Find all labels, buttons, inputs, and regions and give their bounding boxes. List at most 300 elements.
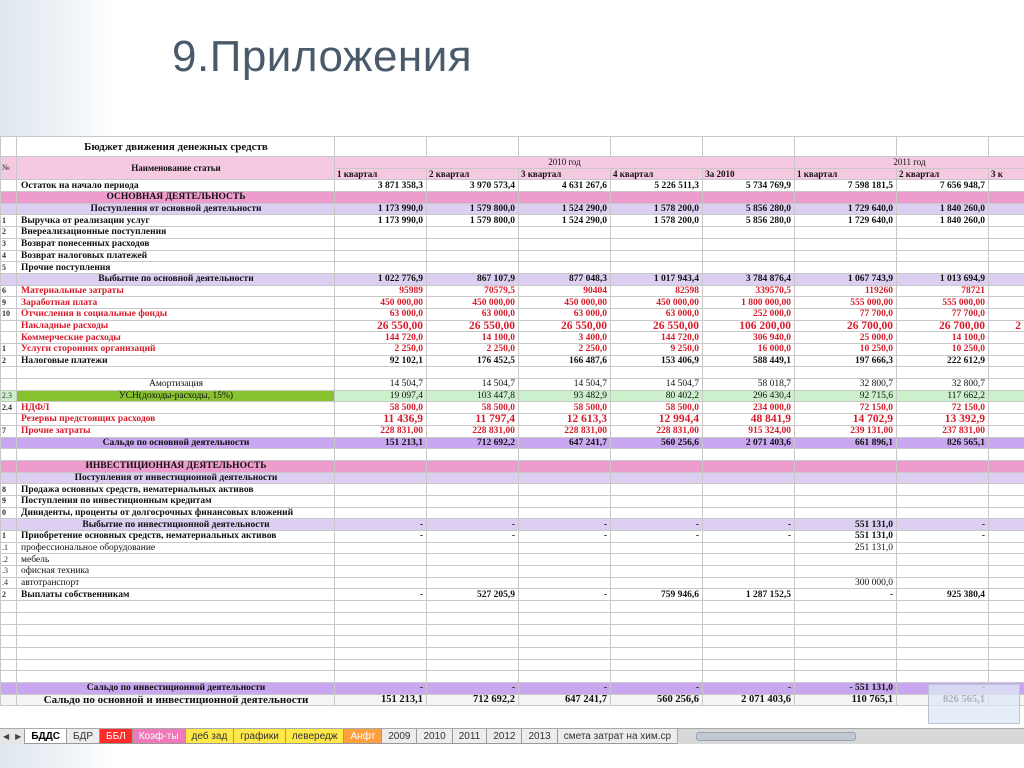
value-cell[interactable]: 300 000,0 xyxy=(795,577,897,589)
value-cell[interactable]: 2 071 403,6 xyxy=(703,437,795,449)
row-label[interactable]: Прочие затраты xyxy=(17,425,335,437)
value-cell[interactable] xyxy=(611,601,703,613)
value-cell[interactable]: 63 000,0 xyxy=(611,308,703,320)
value-cell[interactable] xyxy=(897,636,989,648)
row-label[interactable]: Заработная плата xyxy=(17,297,335,309)
row-number[interactable] xyxy=(1,624,17,636)
value-cell[interactable] xyxy=(989,215,1024,227)
value-cell[interactable]: 560 256,6 xyxy=(611,437,703,449)
value-cell[interactable]: 11 436,9 xyxy=(335,414,427,426)
value-cell[interactable]: - xyxy=(335,682,427,694)
value-cell[interactable] xyxy=(427,449,519,461)
row-number[interactable]: .1 xyxy=(1,542,17,554)
row-number[interactable]: 2 xyxy=(1,355,17,367)
value-cell[interactable] xyxy=(795,449,897,461)
row-label[interactable]: Резервы предстоящих расходов xyxy=(17,414,335,426)
value-cell[interactable] xyxy=(989,542,1024,554)
row-number[interactable]: 1 xyxy=(1,531,17,543)
value-cell[interactable]: 1 729 640,0 xyxy=(795,203,897,215)
row-label[interactable]: УСН(доходы-расходы, 15%) xyxy=(17,390,335,402)
value-cell[interactable] xyxy=(989,659,1024,671)
sheet-title[interactable]: Бюджет движения денежных средств xyxy=(17,137,335,157)
value-cell[interactable]: 82598 xyxy=(611,285,703,297)
value-cell[interactable]: 32 800,7 xyxy=(897,379,989,391)
value-cell[interactable] xyxy=(427,554,519,566)
value-cell[interactable] xyxy=(611,577,703,589)
value-cell[interactable]: 197 666,3 xyxy=(795,355,897,367)
value-cell[interactable] xyxy=(897,612,989,624)
row-number[interactable]: 10 xyxy=(1,308,17,320)
value-cell[interactable] xyxy=(989,262,1024,274)
value-cell[interactable] xyxy=(897,671,989,683)
value-cell[interactable] xyxy=(611,612,703,624)
value-cell[interactable]: 26 550,00 xyxy=(335,320,427,332)
value-cell[interactable]: 1 173 990,0 xyxy=(335,203,427,215)
value-cell[interactable] xyxy=(795,671,897,683)
value-cell[interactable]: - xyxy=(519,682,611,694)
value-cell[interactable]: 1 579 800,0 xyxy=(427,215,519,227)
value-cell[interactable] xyxy=(795,566,897,578)
value-cell[interactable]: 4 631 267,6 xyxy=(519,180,611,192)
row-label[interactable]: ИНВЕСТИЦИОННАЯ ДЕЯТЕЛЬНОСТЬ xyxy=(17,460,335,472)
value-cell[interactable]: 26 550,00 xyxy=(519,320,611,332)
value-cell[interactable]: - xyxy=(519,519,611,531)
value-cell[interactable]: 63 000,0 xyxy=(335,308,427,320)
value-cell[interactable] xyxy=(611,554,703,566)
value-cell[interactable] xyxy=(897,507,989,519)
value-cell[interactable] xyxy=(427,250,519,262)
value-cell[interactable] xyxy=(703,554,795,566)
value-cell[interactable] xyxy=(897,238,989,250)
row-label[interactable]: офисная техника xyxy=(17,566,335,578)
row-label[interactable]: Выручка от реализации услуг xyxy=(17,215,335,227)
row-number[interactable]: 2 xyxy=(1,589,17,601)
row-label[interactable]: Дивиденты, проценты от долгосрочных финансовых вложений xyxy=(17,507,335,519)
value-cell[interactable] xyxy=(795,472,897,484)
value-cell[interactable] xyxy=(897,449,989,461)
value-cell[interactable] xyxy=(795,647,897,659)
sheet-tab[interactable]: Коэф-ты xyxy=(132,729,186,744)
value-cell[interactable] xyxy=(989,203,1024,215)
value-cell[interactable]: - xyxy=(897,519,989,531)
sheet-tab[interactable]: 2009 xyxy=(381,729,417,744)
header-column[interactable]: За 2010 xyxy=(703,168,795,180)
value-cell[interactable] xyxy=(897,566,989,578)
value-cell[interactable] xyxy=(519,647,611,659)
value-cell[interactable] xyxy=(335,542,427,554)
value-cell[interactable] xyxy=(703,647,795,659)
value-cell[interactable] xyxy=(897,659,989,671)
value-cell[interactable] xyxy=(989,472,1024,484)
value-cell[interactable] xyxy=(795,367,897,379)
row-label[interactable]: Материальные затраты xyxy=(17,285,335,297)
value-cell[interactable]: 450 000,00 xyxy=(335,297,427,309)
value-cell[interactable] xyxy=(611,262,703,274)
row-label[interactable]: Внереализационные поступления xyxy=(17,227,335,239)
value-cell[interactable]: 26 550,00 xyxy=(427,320,519,332)
value-cell[interactable] xyxy=(989,332,1024,344)
value-cell[interactable] xyxy=(989,414,1024,426)
value-cell[interactable]: 58 500,0 xyxy=(335,402,427,414)
header-item-name[interactable]: Наименование статьи xyxy=(17,157,335,180)
value-cell[interactable] xyxy=(989,402,1024,414)
value-cell[interactable]: 551 131,0 xyxy=(795,531,897,543)
row-number[interactable] xyxy=(1,180,17,192)
value-cell[interactable] xyxy=(519,554,611,566)
row-number[interactable] xyxy=(1,203,17,215)
value-cell[interactable]: 5 734 769,9 xyxy=(703,180,795,192)
value-cell[interactable] xyxy=(427,601,519,613)
value-cell[interactable]: 339570,5 xyxy=(703,285,795,297)
value-cell[interactable]: 2 071 403,6 xyxy=(703,694,795,706)
value-cell[interactable] xyxy=(611,659,703,671)
value-cell[interactable]: - xyxy=(519,531,611,543)
row-label[interactable]: Накладные расходы xyxy=(17,320,335,332)
value-cell[interactable]: 237 831,00 xyxy=(897,425,989,437)
value-cell[interactable] xyxy=(989,367,1024,379)
value-cell[interactable] xyxy=(427,659,519,671)
row-number[interactable] xyxy=(1,612,17,624)
value-cell[interactable] xyxy=(989,180,1024,192)
value-cell[interactable] xyxy=(611,367,703,379)
header-column[interactable]: 3 к xyxy=(989,168,1024,180)
value-cell[interactable]: 26 700,00 xyxy=(897,320,989,332)
value-cell[interactable] xyxy=(703,624,795,636)
row-number[interactable] xyxy=(1,273,17,285)
row-number[interactable] xyxy=(1,647,17,659)
row-number[interactable]: 4 xyxy=(1,250,17,262)
value-cell[interactable]: 222 612,9 xyxy=(897,355,989,367)
row-number[interactable]: 2 xyxy=(1,227,17,239)
value-cell[interactable]: - xyxy=(703,682,795,694)
row-label[interactable]: Налоговые платежи xyxy=(17,355,335,367)
horizontal-scrollbar[interactable] xyxy=(677,729,1024,744)
value-cell[interactable] xyxy=(335,367,427,379)
value-cell[interactable]: 32 800,7 xyxy=(795,379,897,391)
value-cell[interactable] xyxy=(427,647,519,659)
value-cell[interactable] xyxy=(703,495,795,507)
row-number[interactable] xyxy=(1,332,17,344)
header-number[interactable]: № xyxy=(1,157,17,180)
value-cell[interactable]: 1 017 943,4 xyxy=(611,273,703,285)
value-cell[interactable]: 26 550,00 xyxy=(611,320,703,332)
value-cell[interactable] xyxy=(989,507,1024,519)
header-column[interactable]: 4 квартал xyxy=(611,168,703,180)
sheet-tab[interactable]: 2012 xyxy=(486,729,522,744)
value-cell[interactable] xyxy=(335,192,427,204)
header-year-2010[interactable]: 2010 год xyxy=(335,157,795,169)
value-cell[interactable] xyxy=(703,367,795,379)
value-cell[interactable] xyxy=(989,297,1024,309)
value-cell[interactable] xyxy=(427,238,519,250)
value-cell[interactable]: 14 504,7 xyxy=(427,379,519,391)
value-cell[interactable] xyxy=(989,227,1024,239)
header-column[interactable]: 2 квартал xyxy=(427,168,519,180)
value-cell[interactable] xyxy=(989,355,1024,367)
value-cell[interactable]: 228 831,00 xyxy=(519,425,611,437)
row-number[interactable]: 5 xyxy=(1,262,17,274)
value-cell[interactable] xyxy=(519,472,611,484)
value-cell[interactable]: - xyxy=(611,519,703,531)
value-cell[interactable]: 2 250,0 xyxy=(519,344,611,356)
value-cell[interactable]: 10 250,0 xyxy=(897,344,989,356)
value-cell[interactable] xyxy=(897,250,989,262)
value-cell[interactable]: 90404 xyxy=(519,285,611,297)
value-cell[interactable]: 2 xyxy=(989,320,1024,332)
value-cell[interactable]: 153 406,9 xyxy=(611,355,703,367)
value-cell[interactable]: 14 100,0 xyxy=(427,332,519,344)
row-number[interactable] xyxy=(1,636,17,648)
value-cell[interactable] xyxy=(611,566,703,578)
value-cell[interactable]: 1 013 694,9 xyxy=(897,273,989,285)
value-cell[interactable] xyxy=(335,601,427,613)
value-cell[interactable] xyxy=(335,238,427,250)
value-cell[interactable]: 3 784 876,4 xyxy=(703,273,795,285)
value-cell[interactable] xyxy=(427,472,519,484)
row-number[interactable] xyxy=(1,601,17,613)
value-cell[interactable] xyxy=(703,484,795,496)
value-cell[interactable] xyxy=(795,484,897,496)
value-cell[interactable] xyxy=(703,262,795,274)
value-cell[interactable] xyxy=(703,612,795,624)
row-number[interactable] xyxy=(1,414,17,426)
row-number[interactable] xyxy=(1,659,17,671)
value-cell[interactable] xyxy=(897,577,989,589)
value-cell[interactable]: - 551 131,0 xyxy=(795,682,897,694)
row-label[interactable]: Сальдо по основной и инвестиционной деятельности xyxy=(17,694,335,706)
sheet-tab[interactable]: 2010 xyxy=(416,729,452,744)
row-label[interactable]: Сальдо по основной деятельности xyxy=(17,437,335,449)
value-cell[interactable] xyxy=(335,227,427,239)
value-cell[interactable] xyxy=(335,636,427,648)
value-cell[interactable] xyxy=(611,542,703,554)
value-cell[interactable] xyxy=(519,367,611,379)
value-cell[interactable]: 93 482,9 xyxy=(519,390,611,402)
value-cell[interactable] xyxy=(795,659,897,671)
value-cell[interactable] xyxy=(989,612,1024,624)
value-cell[interactable]: 1 287 152,5 xyxy=(703,589,795,601)
value-cell[interactable]: 63 000,0 xyxy=(427,308,519,320)
value-cell[interactable]: - xyxy=(427,519,519,531)
row-number[interactable]: 1 xyxy=(1,344,17,356)
value-cell[interactable]: - xyxy=(335,589,427,601)
value-cell[interactable] xyxy=(519,460,611,472)
value-cell[interactable] xyxy=(795,192,897,204)
value-cell[interactable] xyxy=(427,542,519,554)
value-cell[interactable] xyxy=(611,647,703,659)
value-cell[interactable] xyxy=(611,495,703,507)
value-cell[interactable] xyxy=(611,671,703,683)
value-cell[interactable] xyxy=(519,250,611,262)
value-cell[interactable] xyxy=(897,227,989,239)
row-label[interactable]: НДФЛ xyxy=(17,402,335,414)
value-cell[interactable]: 867 107,9 xyxy=(427,273,519,285)
value-cell[interactable] xyxy=(795,507,897,519)
value-cell[interactable]: - xyxy=(611,682,703,694)
value-cell[interactable] xyxy=(519,636,611,648)
value-cell[interactable]: 7 598 181,5 xyxy=(795,180,897,192)
value-cell[interactable]: 588 449,1 xyxy=(703,355,795,367)
row-label[interactable] xyxy=(17,612,335,624)
value-cell[interactable] xyxy=(335,612,427,624)
value-cell[interactable]: 92 715,6 xyxy=(795,390,897,402)
value-cell[interactable]: 759 946,6 xyxy=(611,589,703,601)
value-cell[interactable]: 3 400,0 xyxy=(519,332,611,344)
value-cell[interactable]: 176 452,5 xyxy=(427,355,519,367)
value-cell[interactable]: - xyxy=(519,589,611,601)
row-label[interactable]: Приобретение основных средств, нематериальных активов xyxy=(17,531,335,543)
value-cell[interactable] xyxy=(989,238,1024,250)
value-cell[interactable] xyxy=(519,612,611,624)
value-cell[interactable]: 58 500,0 xyxy=(427,402,519,414)
value-cell[interactable] xyxy=(795,262,897,274)
row-number[interactable] xyxy=(1,671,17,683)
value-cell[interactable] xyxy=(795,601,897,613)
value-cell[interactable] xyxy=(703,192,795,204)
value-cell[interactable] xyxy=(427,507,519,519)
value-cell[interactable] xyxy=(519,624,611,636)
value-cell[interactable] xyxy=(897,472,989,484)
row-label[interactable]: Выбытие по инвестиционной деятельности xyxy=(17,519,335,531)
value-cell[interactable] xyxy=(897,460,989,472)
value-cell[interactable] xyxy=(519,238,611,250)
row-label[interactable]: Отчисления в социальные фонды xyxy=(17,308,335,320)
value-cell[interactable]: 58 500,0 xyxy=(519,402,611,414)
value-cell[interactable]: 103 447,8 xyxy=(427,390,519,402)
value-cell[interactable]: 661 896,1 xyxy=(795,437,897,449)
header-column[interactable]: 1 квартал xyxy=(795,168,897,180)
value-cell[interactable]: 5 856 280,0 xyxy=(703,215,795,227)
value-cell[interactable] xyxy=(519,507,611,519)
value-cell[interactable] xyxy=(989,285,1024,297)
value-cell[interactable] xyxy=(427,367,519,379)
row-number[interactable]: 2.3 xyxy=(1,390,17,402)
row-label[interactable]: Поступления от инвестиционной деятельности xyxy=(17,472,335,484)
value-cell[interactable] xyxy=(989,647,1024,659)
value-cell[interactable]: 3 970 573,4 xyxy=(427,180,519,192)
value-cell[interactable] xyxy=(703,577,795,589)
value-cell[interactable] xyxy=(795,495,897,507)
value-cell[interactable] xyxy=(703,238,795,250)
value-cell[interactable] xyxy=(795,554,897,566)
sheet-tab[interactable]: БДДС xyxy=(24,729,67,744)
value-cell[interactable]: 647 241,7 xyxy=(519,694,611,706)
row-number[interactable] xyxy=(1,320,17,332)
value-cell[interactable] xyxy=(335,566,427,578)
value-cell[interactable] xyxy=(897,624,989,636)
value-cell[interactable] xyxy=(427,192,519,204)
value-cell[interactable]: 555 000,00 xyxy=(897,297,989,309)
row-number[interactable]: 8 xyxy=(1,484,17,496)
row-number[interactable]: 6 xyxy=(1,285,17,297)
row-label[interactable]: Сальдо по инвестиционной деятельности xyxy=(17,682,335,694)
sheet-tab[interactable]: 2013 xyxy=(521,729,557,744)
row-number[interactable] xyxy=(1,449,17,461)
value-cell[interactable] xyxy=(427,636,519,648)
value-cell[interactable] xyxy=(335,507,427,519)
value-cell[interactable] xyxy=(519,262,611,274)
value-cell[interactable] xyxy=(519,192,611,204)
value-cell[interactable] xyxy=(611,192,703,204)
value-cell[interactable] xyxy=(897,554,989,566)
value-cell[interactable] xyxy=(989,390,1024,402)
value-cell[interactable]: 712 692,2 xyxy=(427,694,519,706)
value-cell[interactable]: 72 150,0 xyxy=(795,402,897,414)
header-year-2011[interactable]: 2011 год xyxy=(795,157,1024,169)
tab-scroll-next-icon[interactable]: ▶ xyxy=(15,732,22,741)
row-label[interactable]: ОСНОВНАЯ ДЕЯТЕЛЬНОСТЬ xyxy=(17,192,335,204)
tab-scroll-prev-icon[interactable]: ◀ xyxy=(3,732,10,741)
value-cell[interactable] xyxy=(795,612,897,624)
value-cell[interactable] xyxy=(989,460,1024,472)
value-cell[interactable]: 92 102,1 xyxy=(335,355,427,367)
value-cell[interactable] xyxy=(335,624,427,636)
value-cell[interactable] xyxy=(427,612,519,624)
value-cell[interactable]: 14 504,7 xyxy=(611,379,703,391)
row-number[interactable] xyxy=(1,519,17,531)
value-cell[interactable] xyxy=(611,250,703,262)
value-cell[interactable]: 77 700,0 xyxy=(897,308,989,320)
value-cell[interactable]: 110 765,1 xyxy=(795,694,897,706)
value-cell[interactable]: 228 831,00 xyxy=(335,425,427,437)
value-cell[interactable] xyxy=(703,449,795,461)
value-cell[interactable] xyxy=(335,472,427,484)
row-number[interactable] xyxy=(1,460,17,472)
value-cell[interactable] xyxy=(519,659,611,671)
row-number[interactable]: 9 xyxy=(1,495,17,507)
header-column[interactable]: 2 квартал xyxy=(897,168,989,180)
value-cell[interactable]: 9 250,0 xyxy=(611,344,703,356)
value-cell[interactable]: 1 524 290,0 xyxy=(519,215,611,227)
value-cell[interactable]: 95989 xyxy=(335,285,427,297)
value-cell[interactable]: - xyxy=(611,531,703,543)
value-cell[interactable] xyxy=(703,460,795,472)
value-cell[interactable]: 647 241,7 xyxy=(519,437,611,449)
value-cell[interactable] xyxy=(703,227,795,239)
row-label[interactable]: мебель xyxy=(17,554,335,566)
row-number[interactable] xyxy=(1,694,17,706)
value-cell[interactable] xyxy=(703,472,795,484)
value-cell[interactable] xyxy=(611,227,703,239)
value-cell[interactable] xyxy=(989,273,1024,285)
value-cell[interactable]: 228 831,00 xyxy=(611,425,703,437)
row-label[interactable]: Продажа основных средств, нематериальных активов xyxy=(17,484,335,496)
value-cell[interactable] xyxy=(795,227,897,239)
value-cell[interactable]: 560 256,6 xyxy=(611,694,703,706)
value-cell[interactable]: 13 392,9 xyxy=(897,414,989,426)
value-cell[interactable]: 1 173 990,0 xyxy=(335,215,427,227)
row-label[interactable] xyxy=(17,367,335,379)
value-cell[interactable]: 527 205,9 xyxy=(427,589,519,601)
value-cell[interactable] xyxy=(989,425,1024,437)
value-cell[interactable] xyxy=(335,460,427,472)
value-cell[interactable] xyxy=(519,484,611,496)
value-cell[interactable]: 14 504,7 xyxy=(335,379,427,391)
row-label[interactable]: автотранспорт xyxy=(17,577,335,589)
value-cell[interactable] xyxy=(989,449,1024,461)
value-cell[interactable] xyxy=(989,519,1024,531)
value-cell[interactable]: 16 000,0 xyxy=(703,344,795,356)
value-cell[interactable]: 1 022 776,9 xyxy=(335,273,427,285)
row-label[interactable] xyxy=(17,659,335,671)
value-cell[interactable] xyxy=(795,238,897,250)
value-cell[interactable]: 48 841,9 xyxy=(703,414,795,426)
value-cell[interactable]: 450 000,00 xyxy=(519,297,611,309)
row-label[interactable]: Амортизация xyxy=(17,379,335,391)
value-cell[interactable]: 144 720,0 xyxy=(611,332,703,344)
value-cell[interactable]: 5 226 511,3 xyxy=(611,180,703,192)
value-cell[interactable]: 26 700,00 xyxy=(795,320,897,332)
